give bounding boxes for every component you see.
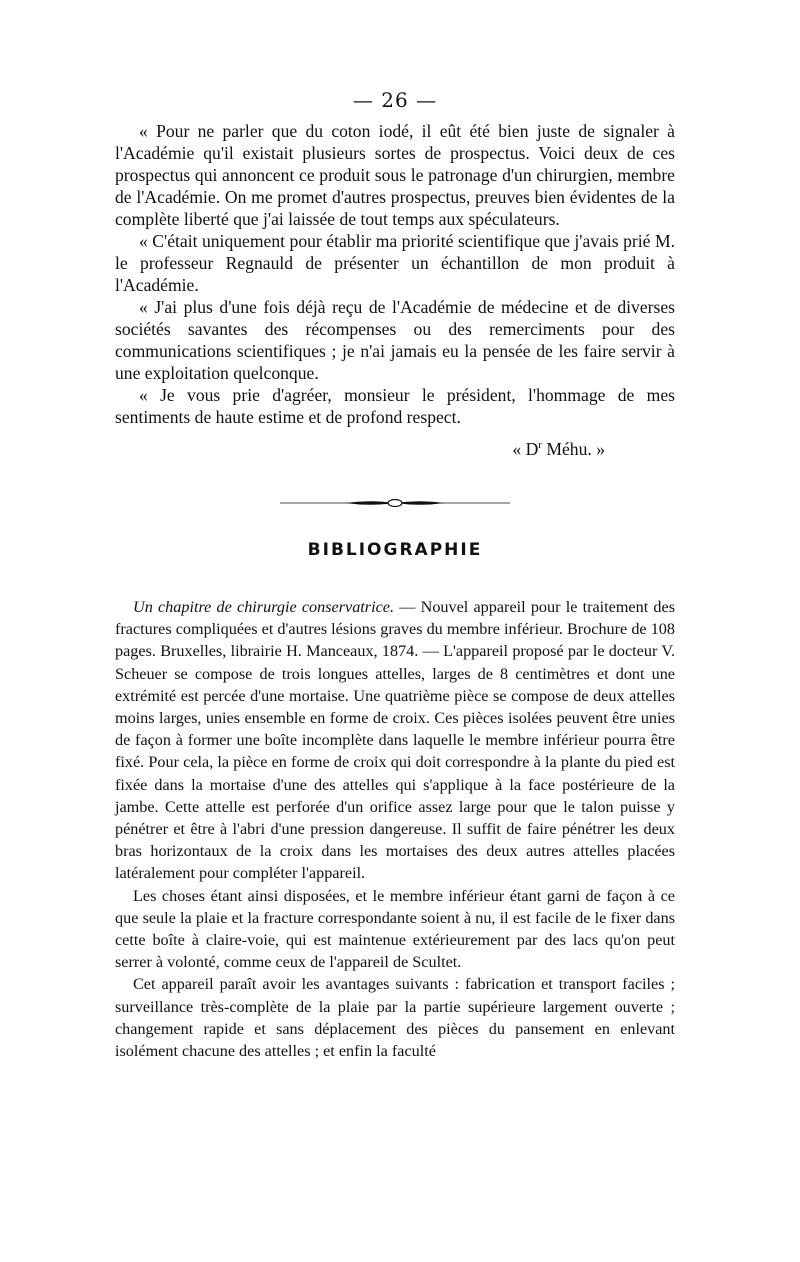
book-review [115, 596, 675, 1062]
letter-paragraph: « J'ai plus d'une fois déjà reçu de l'Académie de médecine et de diverses sociétés savantes des récompenses ou des remerciments pour des communications scientifiques ; je n'ai jamais eu la pensée de les faire servir à une exploitation quelconque. [115, 297, 675, 383]
review-paragraph [115, 596, 675, 885]
review-paragraph: Les choses étant ainsi disposées, et le membre inférieur étant garni de façon à ce que seule la plaie et la fracture correspondante soient à nu, il est facile de le fixer dans cette boîte à claire-voie, qui est maintenue extérieurement par des lacs qu'on peut serrer à volonté, comme ceux de l'appareil de Scultet. [115, 886, 675, 972]
signature-name: Méhu. » [541, 439, 605, 459]
page [115, 88, 675, 1062]
section-title: BIBLIOGRAPHIE [307, 540, 483, 560]
letter-paragraph: « Je vous prie d'agréer, monsieur le président, l'hommage de mes sentiments de haute estime et de profond respect. [115, 385, 675, 427]
review-work-title: Un chapitre de chirurgie conservatrice. [133, 598, 395, 616]
review-paragraph-text: — Nouvel appareil pour le traitement des fractures compliquées et d'autres lésions graves du membre inférieur. Brochure de 108 pages. Bruxelles, librairie H. Manceaux, 1874. — L'appareil proposé par le docteur V. Scheuer se compose de trois longues attelles, larges de 8 centimètres et dont une extrémité est percée d'une mortaise. Une quatrième pièce se compose de deux attelles moins larges, unies ensemble en forme de croix. Ces pièces isolées peuvent être unies de façon à former une boîte incomplète dans laquelle le membre inférieur pourra être fixé. Pour cela, la pièce en forme de croix qui doit correspondre à la plante du pied est fixée dans la mortaise d'une des attelles qui s'applique à la face postérieure de la jambe. Cette attelle est perforée d'un orifice assez large pour que le talon puisse y pénétrer et être à l'abri d'une pression dangereuse. Il suffit de faire pénétrer les deux bras horizontaux de la croix dans les mortaises des deux autres attelles placées latéralement pour compléter l'appareil. [115, 598, 675, 883]
signature-open: « D [512, 439, 539, 459]
letter-excerpt [115, 120, 675, 460]
letter-paragraph: « C'était uniquement pour établir ma priorité scientifique que j'avais prié M. le professeur Regnauld de présenter un échantillon de mon produit à l'Académie. [115, 231, 675, 295]
letter-paragraph: « Pour ne parler que du coton iodé, il eût été bien juste de signaler à l'Académie qu'il existait plusieurs sortes de prospectus. Voici deux de ces prospectus qui annoncent ce produit sous le patronage d'un chirurgien, membre de l'Académie. On me promet d'autres prospectus, preuves bien évidentes de la complète liberté que j'ai laissée de tout temps aux spéculateurs. [115, 121, 675, 229]
review-paragraph: Cet appareil paraît avoir les avantages suivants : fabrication et transport faciles ; surveillance très-complète de la plaie par la partie supérieure largement ouverte ; changement rapide et sans déplacement des pièces du pansement en enlevant isolément chacune des attelles ; et enfin la faculté [115, 975, 675, 1061]
ornament-divider-icon [115, 498, 675, 508]
signature-superscript: r [538, 439, 542, 452]
signature [115, 438, 605, 460]
page-number: — 26 — [352, 88, 438, 112]
